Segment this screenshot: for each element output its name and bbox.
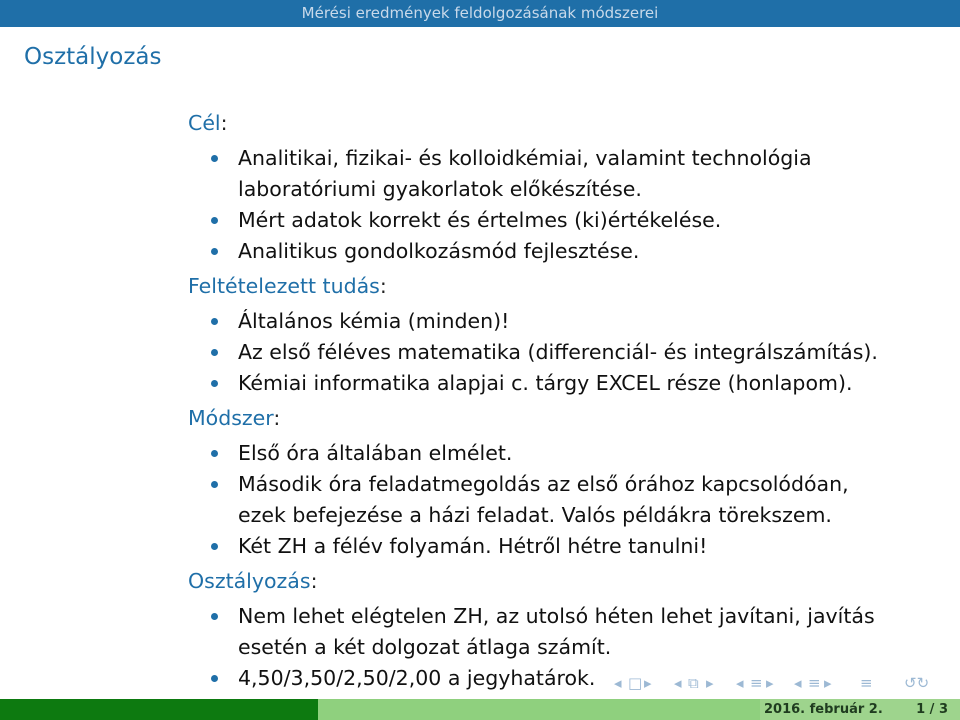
bullet-list [188, 143, 948, 267]
nav-section-icon[interactable]: ≡ [750, 674, 763, 692]
nav-prev-frame-icon[interactable]: ◂ [614, 674, 622, 692]
footer-date: 2016. február 2. [764, 702, 883, 717]
list-item: Az első féléves matematika (differenciál- és integrálszámítás). [188, 337, 948, 368]
bullet-icon [211, 248, 218, 255]
list-item: Általános kémia (minden)! [188, 306, 948, 337]
section-heading: Módszer: [188, 406, 281, 430]
nav-next-subsection-icon[interactable]: ▸ [706, 674, 714, 692]
list-item: Analitikus gondolkozásmód fejlesztése. [188, 236, 948, 267]
nav-prev-section-icon[interactable]: ◂ [736, 674, 744, 692]
list-item: 4,50/3,50/2,50/2,00 a jegyhatárok. [188, 663, 948, 694]
bullet-icon [211, 450, 218, 457]
footer-middle-block [318, 699, 760, 720]
section-heading: Cél: [188, 111, 228, 135]
bullet-list [188, 306, 948, 399]
nav-next-frame-icon[interactable]: ▸ [644, 674, 652, 692]
navigation-symbols [614, 674, 954, 696]
list-item: Kémiai informatika alapjai c. tárgy EXCEL része (honlapom). [188, 368, 948, 399]
list-item: Két ZH a félév folyamán. Hétről hétre tanulni! [188, 531, 948, 562]
nav-prev-subsection-icon[interactable]: ◂ [674, 674, 682, 692]
slide-content [188, 108, 948, 698]
nav-part-icon[interactable]: ≡ [808, 674, 821, 692]
list-item: Mért adatok korrekt és értelmes (ki)értékelése. [188, 205, 948, 236]
bullet-icon [211, 217, 218, 224]
bullet-icon [211, 380, 218, 387]
list-item: Második óra feladatmegoldás az első órához kapcsolódóan, ezek befejezése a házi feladat. Valós példákra törekszem. [188, 469, 948, 531]
bullet-icon [211, 543, 218, 550]
footer-bar [0, 699, 960, 720]
list-item: Első óra általában elmélet. [188, 438, 948, 469]
bullet-icon [211, 155, 218, 162]
list-item: Nem lehet elégtelen ZH, az utolsó héten lehet javítani, javítás esetén a két dolgozat átlaga számít. [188, 601, 948, 663]
list-item: Analitikai, fizikai- és kolloidkémiai, valamint technológia laboratóriumi gyakorlatok előkészítése. [188, 143, 948, 205]
footer-right-block [760, 699, 960, 720]
nav-search-icon[interactable]: ↺↻ [904, 674, 930, 692]
nav-frame-icon[interactable]: □ [628, 674, 643, 692]
bullet-list [188, 438, 948, 562]
page-number: 1 / 3 [916, 702, 948, 717]
header-title: Mérési eredmények feldolgozásának módszerei [301, 4, 659, 22]
nav-document-icon[interactable]: ≡ [860, 674, 873, 692]
nav-subsection-icon[interactable]: ⧉ [688, 674, 699, 692]
bullet-icon [211, 481, 218, 488]
nav-next-section-icon[interactable]: ▸ [766, 674, 774, 692]
footer-left-block [0, 699, 318, 720]
bullet-icon [211, 349, 218, 356]
section-heading: Osztályozás: [188, 569, 318, 593]
section-heading: Feltételezett tudás: [188, 274, 387, 298]
bullet-icon [211, 318, 218, 325]
nav-prev-part-icon[interactable]: ◂ [794, 674, 802, 692]
frame-title: Osztályozás [24, 44, 162, 70]
nav-next-part-icon[interactable]: ▸ [824, 674, 832, 692]
bullet-icon [211, 613, 218, 620]
presentation-header [0, 0, 960, 27]
bullet-icon [211, 675, 218, 682]
